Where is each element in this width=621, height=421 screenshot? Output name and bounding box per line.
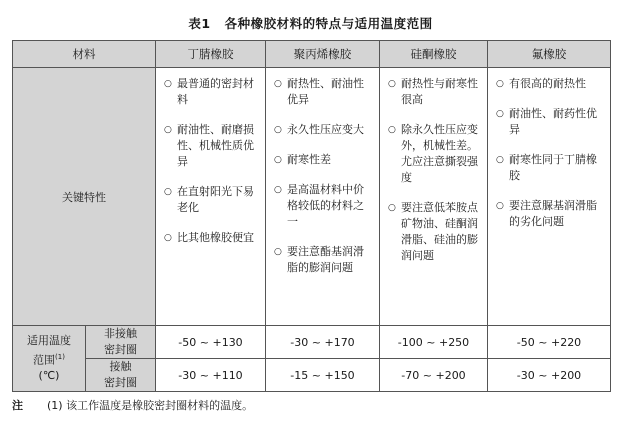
sub-label-line2: 密封圈 [104, 376, 137, 389]
feature-item: ○ 耐油性、耐磨损性、机械性质优异 [164, 122, 259, 170]
feature-item: ○ 耐热性、耐油性优异 [274, 76, 373, 108]
feature-list-nbr [164, 76, 259, 246]
feature-item: ○ 耐寒性差 [274, 152, 373, 168]
features-cell-silicone [380, 68, 488, 326]
feature-item: ○ 永久性压应变大 [274, 122, 373, 138]
features-cell-nbr [156, 68, 266, 326]
feature-item: ○ 要注意低苯胺点矿物油、硅酮润滑脂、硅油的膨润问题 [388, 200, 481, 264]
temp-sub-label-noncontact [86, 326, 156, 359]
temp-range-label [13, 326, 86, 392]
feature-item: ○ 最普通的密封材料 [164, 76, 259, 108]
feature-item: ○ 比其他橡胶便宜 [164, 230, 259, 246]
temp-row-noncontact [13, 326, 611, 359]
features-cell-acm [266, 68, 380, 326]
feature-list-fkm [496, 76, 604, 230]
header-material: 材料 [13, 41, 156, 68]
feature-list-acm [274, 76, 373, 276]
feature-item: ○ 是高温材料中价格较低的材料之一 [274, 182, 373, 230]
header-col-nbr: 丁腈橡胶 [156, 41, 266, 68]
features-row [13, 68, 611, 326]
temp-row-contact [13, 359, 611, 392]
sub-label-line1: 非接触 [104, 327, 137, 340]
footnote-tag: 注 [12, 399, 23, 412]
header-row [13, 41, 611, 68]
feature-item: ○ 耐油性、耐药性优异 [496, 106, 604, 138]
temp-label-footnote: (1) [55, 352, 65, 361]
temp-value: -30 ~ +200 [488, 359, 611, 392]
header-col-fkm: 氟橡胶 [488, 41, 611, 68]
temp-label-unit: (℃) [38, 369, 60, 383]
feature-item: ○ 要注意脲基润滑脂的劣化问题 [496, 198, 604, 230]
temp-value: -100 ~ +250 [380, 326, 488, 359]
temp-value: -50 ~ +220 [488, 326, 611, 359]
features-cell-fkm [488, 68, 611, 326]
feature-list-silicone [388, 76, 481, 264]
rubber-materials-table [12, 40, 611, 392]
feature-item: ○ 耐热性与耐寒性很高 [388, 76, 481, 108]
feature-item: ○ 除永久性压应变外，机械性差。尤应注意撕裂强度 [388, 122, 481, 186]
table-title [0, 14, 621, 32]
temp-value: -15 ~ +150 [266, 359, 380, 392]
feature-item: ○ 要注意酯基润滑脂的膨润问题 [274, 244, 373, 276]
temp-value: -70 ~ +200 [380, 359, 488, 392]
temp-value: -30 ~ +170 [266, 326, 380, 359]
temp-value: -30 ~ +110 [156, 359, 266, 392]
features-label: 关键特性 [13, 68, 156, 326]
sub-label-line1: 接触 [109, 360, 132, 373]
feature-item: ○ 耐寒性同于丁腈橡胶 [496, 152, 604, 184]
feature-item: ○ 在直射阳光下易老化 [164, 184, 259, 216]
footnote-text: (1) 该工作温度是橡胶密封圈材料的温度。 [47, 399, 254, 412]
feature-item: ○ 有很高的耐热性 [496, 76, 604, 92]
temp-value: -50 ~ +130 [156, 326, 266, 359]
header-col-silicone: 硅酮橡胶 [380, 41, 488, 68]
table-title-label: 表1 [188, 16, 211, 31]
temp-label-line1: 适用温度 [27, 333, 71, 347]
temp-sub-label-contact [86, 359, 156, 392]
table-title-text: 各种橡胶材料的特点与适用温度范围 [224, 16, 433, 31]
header-col-acm: 聚丙烯橡胶 [266, 41, 380, 68]
footnote [12, 397, 253, 413]
sub-label-line2: 密封圈 [104, 343, 137, 356]
temp-label-line2: 范围 [33, 353, 56, 367]
